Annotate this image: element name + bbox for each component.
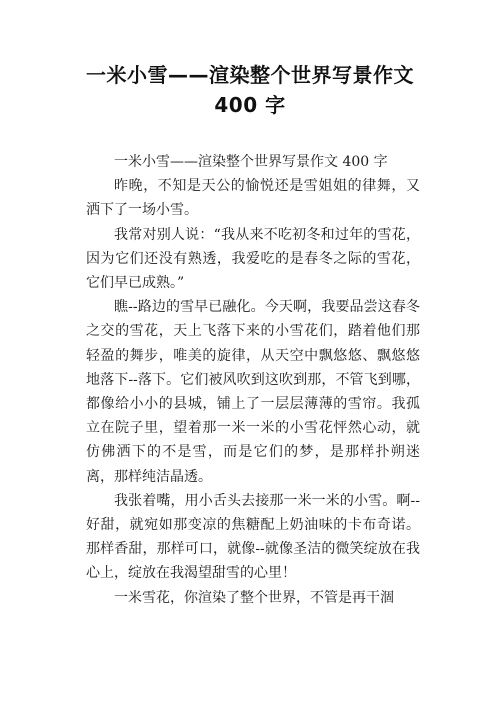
paragraph: 一米小雪——渲染整个世界写景作文 400 字 [114,154,388,170]
paragraph: 我张着嘴，用小舌头去接那一米一米的小雪。啊--好甜，就宛如那变凉的焦糖配上奶油味的卡布奇诺。那样香甜，那样可口，就像--就像圣洁的微笑绽放在我心上，绽放在我渴望甜雪的心里！ [86,492,420,582]
page-title: 一米小雪——渲染整个世界写景作文 [86,63,414,87]
paragraph: 我常对别人说：“我从来不吃初冬和过年的雪花，因为它们还没有熟透，我爱吃的是春冬之际的雪花，它们早已成熟。” [86,226,420,292]
paragraph: 昨晚，不知是天公的愉悦还是雪姐姐的律舞，又洒下了一场小雪。 [86,178,420,219]
paragraph: 一米雪花，你渲染了整个世界，不管是再干涸 [114,589,394,606]
paragraph: 瞧--路边的雪早已融化。今天啊，我要品尝这春冬之交的雪花，天上飞落下来的小雪花们，踏着他们那轻盈的舞步，唯美的旋律，从天空中飘悠悠、飘悠悠地落下--落下。它们被风吹到这吹到那，不管飞到哪，都像给小小的县城，铺上了一层层薄薄的雪帘。我孤立在院子里，望着那一米一米的小雪花怦然心动，就仿佛洒下的不是雪，而是它们的梦，是那样扑朔迷离，那样纯洁晶透。 [86,299,420,485]
article-body [86,150,420,610]
page-title-continued: 400 字 [214,93,286,117]
